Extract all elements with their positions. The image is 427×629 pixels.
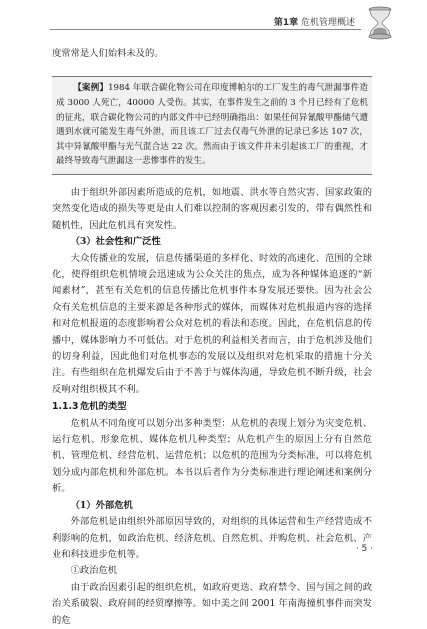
header-rule [50, 29, 361, 30]
page-header [0, 0, 427, 36]
paragraph-sudden: 由于组织外部因素所造成的危机，如地震、洪水等自然灾害、国家政策的突然变化造成的损失等更是由人们难以控制的客观因素引发的，带有偶然性和随机性，因此危机具有突发性。 [52, 186, 372, 231]
hourglass-icon [365, 6, 395, 40]
section-title: 危机的类型 [80, 401, 127, 413]
intro-fragment: 度常常是人们始料未及的。 [52, 48, 164, 59]
header-title: 危机管理概述 [300, 18, 355, 28]
case-box [52, 76, 372, 175]
paragraph-external: 外部危机是由组织外部原因导致的，对组织的具体运营和生产经营造成不利影响的危机，如政治危机、经济危机、自然危机、并购危机、社会危机、产业和科技进步危机等。 [52, 516, 372, 560]
page-number: · 5 · [355, 544, 373, 554]
paragraph-types: 危机从不同角度可以划分出多种类型：从危机的表现上划分为灾变危机、运行危机、形象危机、媒体危机几种类型；从危机产生的原因上分有自然危机、管理危机、经营危机、运营危机；以危机的范围为分类标准，可以将危机划分成内部危机和外部危机。本书以后者作为分类标准进行理论阐述和案例分析。 [52, 417, 372, 495]
paragraph-social: 大众传播业的发展，信息传播渠道的多样化、时效的高速化、范围的全球化，使得组织危机情境会迅速成为公众关注的焦点，成为各种媒体追逐的“新闻素材”，甚至有关危机的信息传播比危机事件本身发展还要快。因为社会公众有关危机信息的主要来源是各种形式的媒体，而媒体对危机报道内容的选择和对危机报道的态度影响着公众对危机的看法和态度。因此，在危机信息的传播中，媒体影响力不可低估。对于危机的利益相关者而言，由于危机涉及他们的切身利益，因此他们对危机事态的发展以及组织对危机采取的措施十分关注。有些组织在危机爆发后由于不善于与媒体沟通，导致危机不断升级，社会反响对组织极其不利。 [52, 252, 372, 395]
item-1-title: ①政治危机 [70, 565, 118, 577]
case-text: 1984 年联合碳化物公司在印度博帕尔的工厂发生的毒气泄漏事件造成 3000 人死亡，40000 人受伤。其实，在事件发生之前的 3 个月已经有了危机的征兆，联合碳化物公司的内部文件中已经明确指出：如果任何异氰酸甲酯储气遭遇到水就可能发生毒气外泄，而且该工厂过去仅毒气外泄的记录已多达 107 次，其中异氰酸甲酯与光气混合达 22 次。然而由于该文件并未引起该工厂的重视，才最终导致毒气泄漏这一悲惨事件的发生。 [56, 83, 368, 167]
subsection-1-title: （1）外部危机 [70, 499, 133, 511]
subsection-3-title: （3）社会性和广泛性 [70, 236, 161, 248]
page-body [52, 46, 372, 629]
running-header [274, 15, 355, 28]
case-paragraph [56, 81, 368, 169]
header-chapter: 第1章 [273, 18, 299, 28]
case-label: 【案例】 [73, 83, 109, 94]
section-heading [52, 399, 372, 415]
section-number: 1.1.3 [52, 401, 79, 413]
item-1-text: 由于政治因素引起的组织危机，如政府更迭、政府禁令、国与国之间的政治关系破裂、政府间的经贸摩擦等。如中美之间 2001 年南海撞机事件而突发的危 [52, 581, 372, 626]
